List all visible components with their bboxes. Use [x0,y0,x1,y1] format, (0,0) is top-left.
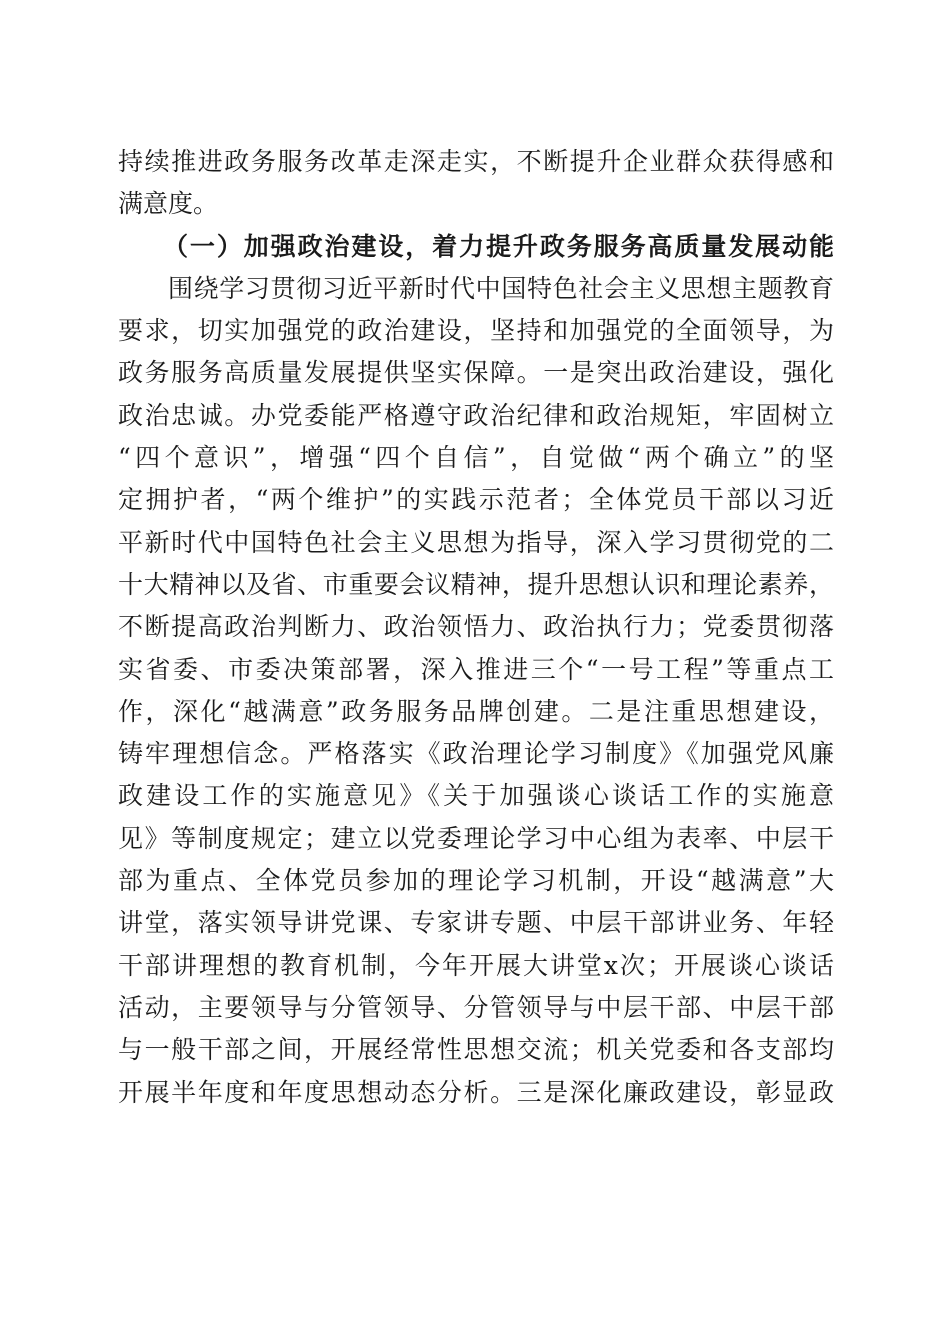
text-line: 讲堂，落实领导讲党课、专家讲专题、中层干部讲业务、年轻 [118,908,834,938]
text-line: 与一般干部之间，开展经常性思想交流；机关党委和各支部均 [118,1035,834,1065]
text-line: 作，深化“越满意”政务服务品牌创建。二是注重思想建设， [118,696,834,726]
section-heading: （一）加强政治建设，着力提升政务服务高质量发展动能 [163,231,834,261]
text-line: 实省委、市委决策部署，深入推进三个“一号工程”等重点工 [118,654,834,684]
text-line: 平新时代中国特色社会主义思想为指导，深入学习贯彻党的二 [118,527,834,557]
text-line: 满意度。 [118,189,219,219]
text-line: 政建设工作的实施意见》《关于加强谈心谈话工作的实施意 [118,781,834,811]
body-text [118,141,834,1114]
text-line: 部为重点、全体党员参加的理论学习机制，开设“越满意”大 [118,866,834,896]
text-line: 政务服务高质量发展提供坚实保障。一是突出政治建设，强化 [118,358,834,388]
text-line: 持续推进政务服务改革走深走实，不断提升企业群众获得感和 [118,147,834,176]
text-line: “四个意识”，增强“四个自信”，自觉做“两个确立”的坚 [118,443,834,473]
text-line: 要求，切实加强党的政治建设，坚持和加强党的全面领导，为 [118,316,834,346]
text-line: 不断提高政治判断力、政治领悟力、政治执行力；党委贯彻落 [118,612,834,642]
text-line: 十大精神以及省、市重要会议精神，提升思想认识和理论素养， [118,569,834,599]
text-line: 铸牢理想信念。严格落实《政治理论学习制度》《加强党风廉 [118,739,834,769]
text-line: 活动，主要领导与分管领导、分管领导与中层干部、中层干部 [118,992,834,1022]
text-line: 定拥护者，“两个维护”的实践示范者；全体党员干部以习近 [118,485,834,515]
text-line: 见》等制度规定；建立以党委理论学习中心组为表率、中层干 [118,823,834,853]
text-line: 干部讲理想的教育机制，今年开展大讲堂x次；开展谈心谈话 [118,950,834,980]
text-line: 开展半年度和年度思想动态分析。三是深化廉政建设，彰显政 [118,1077,834,1107]
paragraph-first-line: 围绕学习贯彻习近平新时代中国特色社会主义思想主题教育 [168,273,834,303]
text-line: 政治忠诚。办党委能严格遵守政治纪律和政治规矩，牢固树立 [118,400,834,430]
